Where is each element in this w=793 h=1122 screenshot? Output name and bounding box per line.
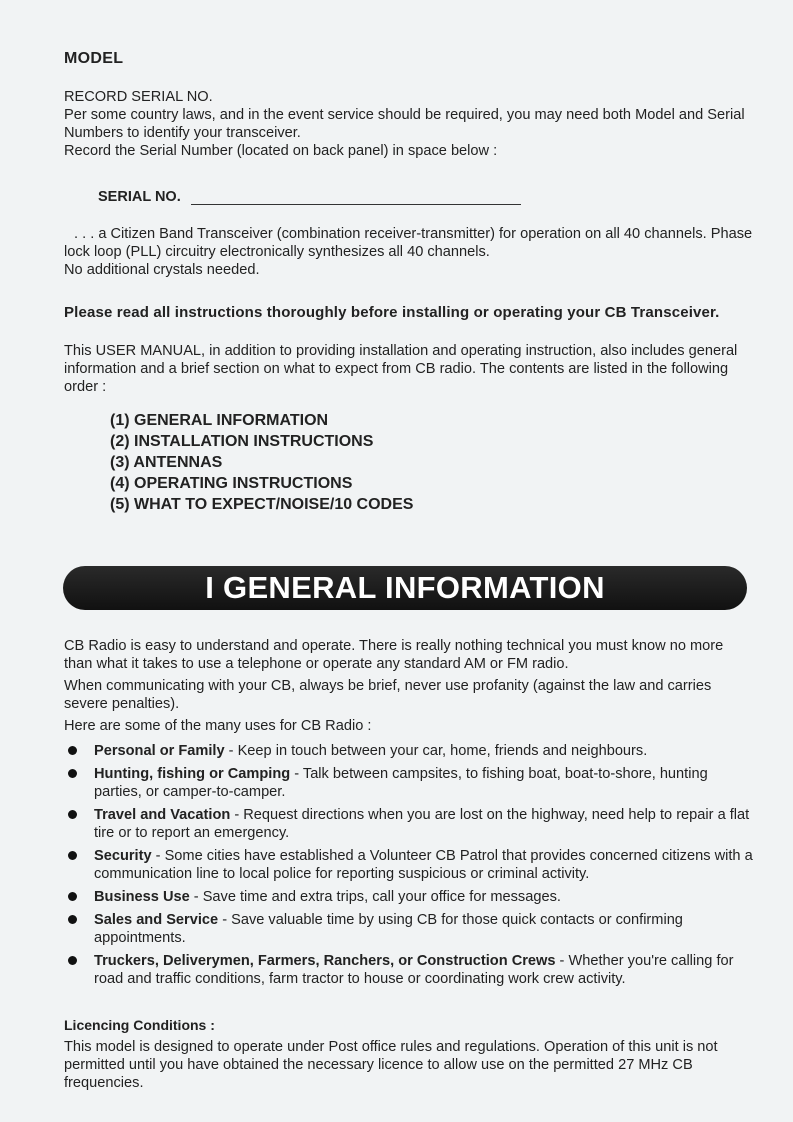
serial-blank-line	[191, 190, 521, 205]
record-serial-instruction: Record the Serial Number (located on back panel) in space below :	[64, 143, 498, 159]
list-item	[64, 911, 754, 947]
read-instructions-notice: Please read all instructions thoroughly before installing or operating your CB Transceiver.	[64, 304, 720, 321]
record-serial-text: Per some country laws, and in the event service should be required, you may need both Model and Serial Numbers to identify your transceiver.	[64, 107, 745, 141]
manual-intro-text: This USER MANUAL, in addition to providing installation and operating instruction, also includes general information and a brief section on what to expect from CB radio. The contents are listed in the following order :	[64, 343, 738, 395]
serial-number-field	[98, 189, 521, 205]
intro-text: . . . a Citizen Band Transceiver (combination receiver-transmitter) for operation on all 40 channels. Phase lock loop (PLL) circuitry electronically synthesizes all 40 channels.	[64, 226, 753, 260]
section-banner	[63, 566, 747, 610]
use-desc: - Some cities have established a Volunteer CB Patrol that provides concerned citizens with a communication line to local police for reporting suspicious or criminal activity.	[94, 848, 753, 882]
bullet-icon	[68, 769, 77, 778]
intro-crystals: No additional crystals needed.	[64, 262, 260, 278]
use-desc: - Save time and extra trips, call your office for messages.	[189, 889, 561, 905]
use-term: Business Use	[94, 889, 190, 905]
contents-item: (1) GENERAL INFORMATION	[110, 412, 329, 429]
contents-item: (5) WHAT TO EXPECT/NOISE/10 CODES	[110, 496, 414, 513]
licencing-text: This model is designed to operate under Post office rules and regulations. Operation of this unit is not permitted until you have obtained the necessary licence to allow use on the permitted 27 MHz CB frequencies.	[64, 1039, 718, 1091]
licencing-section	[64, 1038, 754, 1092]
use-term: Travel and Vacation	[94, 807, 231, 823]
list-item	[64, 888, 754, 906]
list-item	[64, 742, 754, 760]
bullet-icon	[68, 746, 77, 755]
bullet-icon	[68, 956, 77, 965]
use-desc: - Save valuable time by using CB for those quick contacts or confirming appointments.	[94, 912, 683, 946]
bullet-icon	[68, 915, 77, 924]
list-item	[64, 765, 754, 801]
intro-section	[64, 225, 754, 279]
contents-item: (2) INSTALLATION INSTRUCTIONS	[110, 433, 374, 450]
contents-item: (3) ANTENNAS	[110, 454, 223, 471]
bullet-icon	[68, 851, 77, 860]
licencing-heading: Licencing Conditions :	[64, 1017, 215, 1033]
record-serial-title: RECORD SERIAL NO.	[64, 89, 213, 105]
serial-label: SERIAL NO.	[98, 189, 181, 205]
model-heading: MODEL	[64, 50, 124, 67]
contents-list	[110, 410, 413, 515]
contents-item: (4) OPERATING INSTRUCTIONS	[110, 475, 353, 492]
use-term: Security	[94, 848, 152, 864]
cb-uses-list	[64, 742, 754, 993]
use-desc: - Talk between campsites, to fishing boat, boat-to-shore, hunting parties, or camper-to-camper.	[94, 766, 708, 800]
list-item	[64, 806, 754, 842]
manual-intro	[64, 342, 754, 396]
bullet-icon	[68, 810, 77, 819]
section-title: I GENERAL INFORMATION	[205, 570, 605, 605]
list-item	[64, 847, 754, 883]
use-desc: - Whether you're calling for road and traffic conditions, farm tractor to house or coordinating work crew activity.	[94, 953, 734, 987]
general-info-section	[64, 637, 754, 735]
use-term: Truckers, Deliverymen, Farmers, Ranchers, or Construction Crews	[94, 953, 556, 969]
list-item	[64, 952, 754, 988]
use-desc: - Request directions when you are lost on the highway, need help to repair a flat tire or to report an emergency.	[94, 807, 750, 841]
use-desc: - Keep in touch between your car, home, friends and neighbours.	[224, 743, 648, 759]
use-term: Hunting, fishing or Camping	[94, 766, 291, 782]
bullet-icon	[68, 892, 77, 901]
record-serial-section	[64, 88, 754, 160]
use-term: Personal or Family	[94, 743, 225, 759]
general-info-p3: Here are some of the many uses for CB Radio :	[64, 718, 372, 734]
general-info-p1: CB Radio is easy to understand and operate. There is really nothing technical you must know no more than what it takes to use a telephone or operate any standard AM or FM radio.	[64, 638, 724, 672]
use-term: Sales and Service	[94, 912, 219, 928]
general-info-p2: When communicating with your CB, always be brief, never use profanity (against the law and carries severe penalties).	[64, 678, 712, 712]
